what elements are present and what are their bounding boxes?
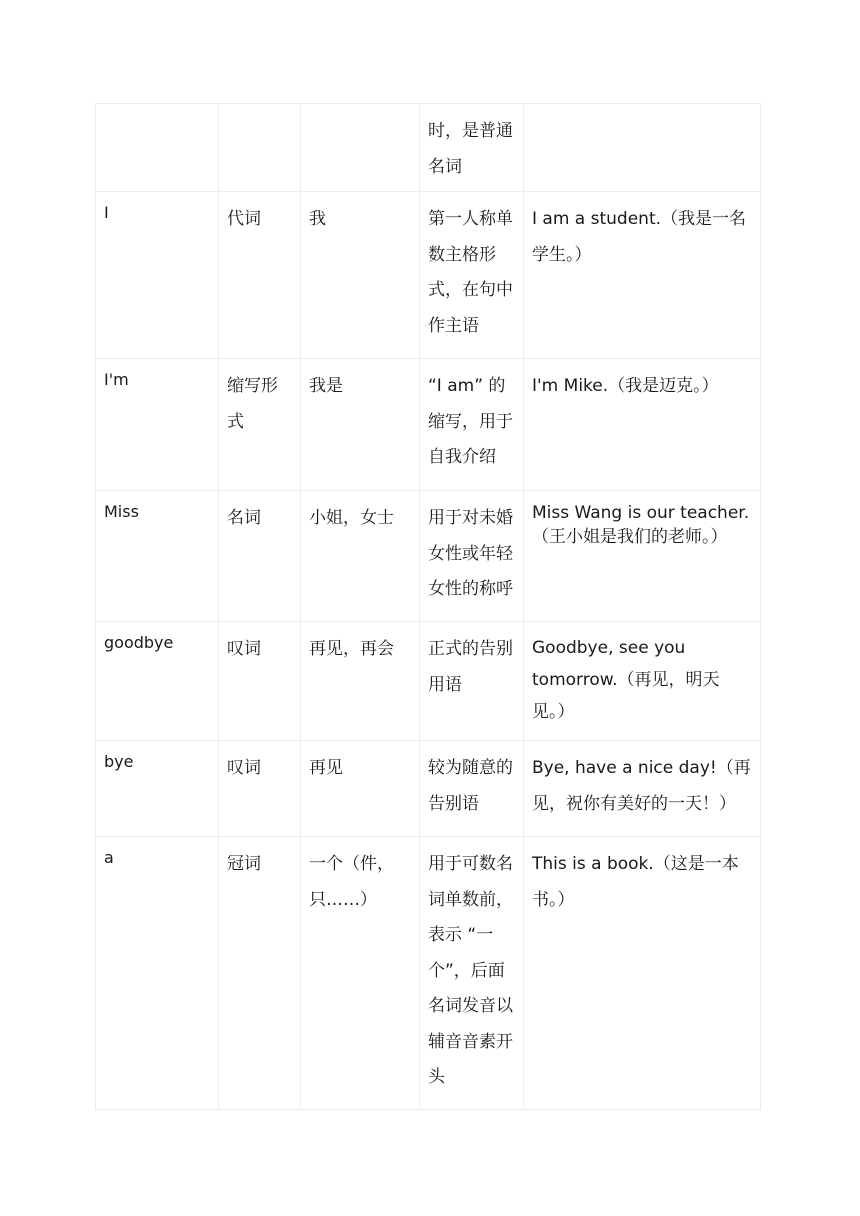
word-cell [96,837,219,1110]
table-row [96,741,761,837]
usage-cell [420,192,524,359]
meaning-cell [301,104,420,192]
table-row [96,192,761,359]
example-text: I'm Mike.（我是迈克。） [532,376,719,396]
meaning-cell [301,491,420,622]
usage-text: 正式的告别用语 [428,639,513,695]
example-text: Goodbye, see you tomorrow.（再见，明天见。） [532,638,720,722]
meaning-cell [301,741,420,837]
word-cell [96,622,219,741]
vocabulary-table [95,103,761,1110]
usage-cell [420,741,524,837]
part-of-speech-text: 叹词 [227,758,261,778]
usage-text: 第一人称单数主格形式，在句中作主语 [428,209,513,336]
example-cell [524,741,761,837]
meaning-text: 一个（件，只……） [309,854,394,910]
part-of-speech-cell [219,741,301,837]
part-of-speech-text: 缩写形式 [227,376,278,432]
word-text: a [104,848,114,867]
usage-cell [420,104,524,192]
example-text: This is a book.（这是一本书。） [532,854,739,910]
word-cell [96,104,219,192]
part-of-speech-cell [219,491,301,622]
word-text: bye [104,752,134,771]
example-text: Bye, have a nice day!（再见，祝你有美好的一天！） [532,758,751,814]
example-cell [524,622,761,741]
part-of-speech-cell [219,359,301,491]
meaning-cell [301,837,420,1110]
example-text: Miss Wang is our teacher.（王小姐是我们的老师。） [532,503,750,547]
word-cell [96,192,219,359]
example-cell [524,192,761,359]
example-cell [524,104,761,192]
word-cell [96,359,219,491]
part-of-speech-text: 名词 [227,508,261,528]
usage-text: 较为随意的告别语 [428,758,513,814]
meaning-cell [301,622,420,741]
word-cell [96,491,219,622]
part-of-speech-text: 叹词 [227,639,261,659]
part-of-speech-text: 代词 [227,209,261,229]
part-of-speech-cell [219,837,301,1110]
part-of-speech-cell [219,104,301,192]
meaning-cell [301,192,420,359]
table-row [96,837,761,1110]
table-row [96,491,761,622]
usage-cell [420,622,524,741]
usage-cell [420,837,524,1110]
word-text: I [104,203,109,222]
part-of-speech-cell [219,192,301,359]
usage-text: 时，是普通名词 [428,121,513,177]
example-cell [524,359,761,491]
usage-text: “I am” 的缩写，用于自我介绍 [428,376,513,467]
part-of-speech-text: 冠词 [227,854,261,874]
meaning-text: 我是 [309,376,343,396]
table-row [96,104,761,192]
usage-text: 用于对未婚女性或年轻女性的称呼 [428,508,513,599]
table-row [96,359,761,491]
usage-text: 用于可数名词单数前，表示 “一个”，后面名词发音以辅音音素开头 [428,854,513,1087]
word-text: I'm [104,370,129,389]
table-row [96,622,761,741]
meaning-cell [301,359,420,491]
meaning-text: 再见 [309,758,343,778]
word-text: goodbye [104,633,174,652]
part-of-speech-cell [219,622,301,741]
word-cell [96,741,219,837]
example-text: I am a student.（我是一名学生。） [532,209,747,265]
usage-cell [420,491,524,622]
example-cell [524,837,761,1110]
usage-cell [420,359,524,491]
meaning-text: 小姐，女士 [309,508,394,528]
meaning-text: 再见，再会 [309,639,394,659]
word-text: Miss [104,502,139,521]
example-cell [524,491,761,622]
meaning-text: 我 [309,209,326,229]
